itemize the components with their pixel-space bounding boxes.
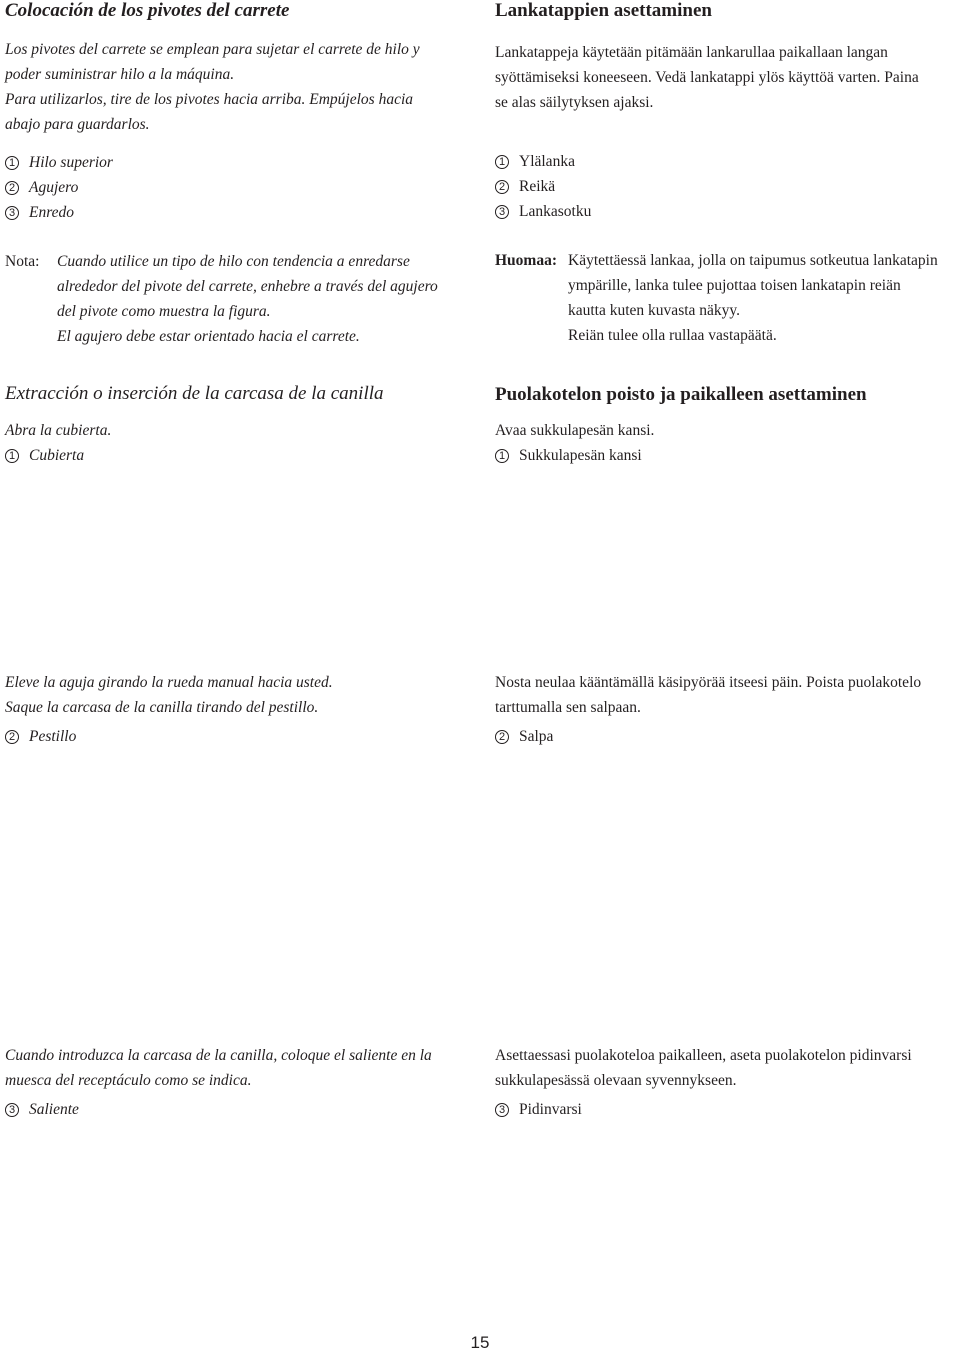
es-note-line: Cuando utilice un tipo de hilo con tendencia a enredarse xyxy=(57,253,410,270)
es-note-line: alrededor del pivote del carrete, enhebre a través del agujero xyxy=(57,278,438,295)
page-number: 15 xyxy=(470,1333,490,1352)
legend-label: Enredo xyxy=(29,204,75,221)
legend-label: Pidinvarsi xyxy=(519,1101,582,1118)
circled-number: 1 xyxy=(495,449,509,463)
legend-item xyxy=(5,443,475,468)
fi-step3-line: Asettaessasi puolakoteloa paikalleen, aseta puolakotelon pidinvarsi xyxy=(495,1047,912,1064)
legend-item xyxy=(495,443,960,468)
legend-label: Ylälanka xyxy=(519,153,575,170)
legend-label: Agujero xyxy=(29,179,79,196)
legend-label: Hilo superior xyxy=(29,154,113,171)
circled-number: 1 xyxy=(5,156,19,170)
es-note xyxy=(5,249,475,349)
circled-number: 3 xyxy=(5,206,19,220)
legend-item xyxy=(5,175,475,200)
circled-number: 1 xyxy=(5,449,19,463)
fi-bobbin-title-block xyxy=(495,384,960,406)
fi-bobbin-title: Puolakotelon poisto ja paikalleen asettaminen xyxy=(495,384,867,405)
es-pivots-intro-line: abajo para guardarlos. xyxy=(5,116,150,133)
es-pivots-title-block xyxy=(5,0,475,22)
es-bobbin-step3 xyxy=(5,1043,475,1122)
fi-note-line: kautta kuten kuvasta näkyy. xyxy=(568,302,741,319)
es-step3-line: Cuando introduzca la carcasa de la canilla, coloque el saliente en la xyxy=(5,1047,432,1064)
fi-note-label: Huomaa: xyxy=(495,252,557,269)
es-step2-line: Saque la carcasa de la canilla tirando del pestillo. xyxy=(5,699,319,716)
legend-item xyxy=(495,174,960,199)
legend-item xyxy=(495,149,960,174)
es-bobbin-step2 xyxy=(5,670,475,749)
fi-step3-legend xyxy=(495,1097,960,1122)
es-note-line: del pivote como muestra la figura. xyxy=(57,303,271,320)
circled-number: 2 xyxy=(495,730,509,744)
es-pivots-legend xyxy=(5,150,475,225)
fi-step1-text: Avaa sukkulapesän kansi. xyxy=(495,422,655,439)
es-pivots-intro xyxy=(5,37,475,137)
fi-bobbin-step1 xyxy=(495,418,960,468)
fi-step2-legend xyxy=(495,724,960,749)
legend-label: Cubierta xyxy=(29,447,85,464)
es-step1-legend xyxy=(5,443,475,468)
fi-pivots-intro-line: se alas säilytyksen ajaksi. xyxy=(495,94,654,111)
circled-number: 3 xyxy=(5,1103,19,1117)
legend-item xyxy=(5,150,475,175)
circled-number: 2 xyxy=(5,730,19,744)
fi-note-line: Reiän tulee olla rullaa vastapäätä. xyxy=(568,327,777,344)
legend-item xyxy=(495,199,960,224)
fi-pivots-intro-line: syöttämiseksi koneeseen. Vedä lankatappi ylös käyttöä varten. Paina xyxy=(495,69,919,86)
es-bobbin-title-block xyxy=(5,383,475,405)
fi-note-text xyxy=(568,248,938,348)
fi-note-line: Käytettäessä lankaa, jolla on taipumus sotkeutua lankatapin xyxy=(568,252,938,269)
es-bobbin-title: Extracción o inserción de la carcasa de la canilla xyxy=(5,383,384,404)
fi-pivots-intro-line: Lankatappeja käytetään pitämään lankarullaa paikallaan langan xyxy=(495,44,888,61)
fi-pivots-intro xyxy=(495,40,960,115)
legend-label: Saliente xyxy=(29,1101,79,1118)
es-bobbin-step1 xyxy=(5,418,475,468)
es-pivots-intro-line: poder suministrar hilo a la máquina. xyxy=(5,66,235,83)
circled-number: 3 xyxy=(495,205,509,219)
es-note-text xyxy=(57,249,438,349)
es-step2-line: Eleve la aguja girando la rueda manual hacia usted. xyxy=(5,674,333,691)
legend-label: Reikä xyxy=(519,178,556,195)
fi-pivots-title-block xyxy=(495,0,960,22)
legend-item xyxy=(5,1097,475,1122)
legend-item xyxy=(5,200,475,225)
legend-item xyxy=(495,724,960,749)
legend-item xyxy=(5,724,475,749)
fi-pivots-title: Lankatappien asettaminen xyxy=(495,0,712,21)
legend-item xyxy=(495,1097,960,1122)
fi-bobbin-step2 xyxy=(495,670,960,749)
legend-label: Salpa xyxy=(519,728,554,745)
fi-note-line: ympärille, lanka tulee pujottaa toisen lankatapin reiän xyxy=(568,277,901,294)
circled-number: 3 xyxy=(495,1103,509,1117)
es-pivots-intro-line: Los pivotes del carrete se emplean para sujetar el carrete de hilo y xyxy=(5,41,420,58)
fi-step2-line: Nosta neulaa kääntämällä käsipyörää itseesi päin. Poista puolakotelo xyxy=(495,674,922,691)
legend-label: Lankasotku xyxy=(519,203,592,220)
es-step3-legend xyxy=(5,1097,475,1122)
fi-step1-legend xyxy=(495,443,960,468)
fi-step2-line: tarttumalla sen salpaan. xyxy=(495,699,641,716)
es-step3-line: muesca del receptáculo como se indica. xyxy=(5,1072,252,1089)
legend-label: Pestillo xyxy=(29,728,77,745)
es-pivots-title: Colocación de los pivotes del carrete xyxy=(5,0,290,21)
es-note-label: Nota: xyxy=(5,253,40,270)
fi-step3-line: sukkulapesässä olevaan syvennykseen. xyxy=(495,1072,737,1089)
fi-note xyxy=(495,248,960,348)
es-note-line: El agujero debe estar orientado hacia el carrete. xyxy=(57,328,360,345)
circled-number: 2 xyxy=(495,180,509,194)
fi-bobbin-step3 xyxy=(495,1043,960,1122)
es-step1-text: Abra la cubierta. xyxy=(5,422,112,439)
circled-number: 2 xyxy=(5,181,19,195)
es-pivots-intro-line: Para utilizarlos, tire de los pivotes hacia arriba. Empújelos hacia xyxy=(5,91,414,108)
es-step2-legend xyxy=(5,724,475,749)
fi-pivots-legend xyxy=(495,149,960,224)
legend-label: Sukkulapesän kansi xyxy=(519,447,642,464)
circled-number: 1 xyxy=(495,155,509,169)
